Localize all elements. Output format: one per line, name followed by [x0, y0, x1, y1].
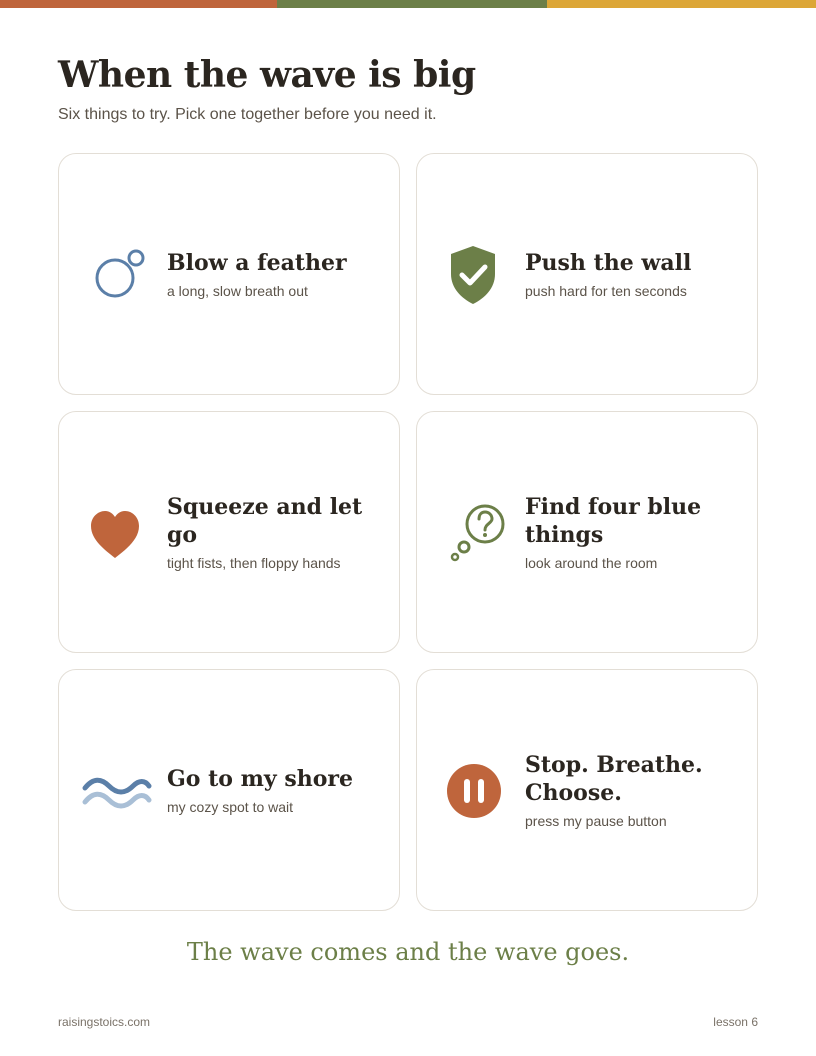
strategy-card-stop-breathe	[416, 669, 758, 911]
footer-lesson: lesson 6	[713, 1015, 758, 1029]
top-color-bar	[0, 0, 816, 8]
card-description: press my pause button	[525, 812, 667, 829]
waves-icon	[81, 760, 157, 822]
card-title: Push the wall	[525, 249, 692, 276]
page-subtitle: Six things to try. Pick one together before you need it.	[58, 106, 437, 123]
footer-site: raisingstoics.com	[58, 1015, 151, 1029]
card-title: Squeeze and let go	[167, 493, 363, 548]
color-bar-segment-olive	[277, 0, 547, 8]
card-title: Find four blue things	[525, 493, 702, 548]
card-description: a long, slow breath out	[167, 282, 308, 299]
color-bar-segment-terracotta	[0, 0, 277, 8]
bubbles-icon	[81, 244, 157, 306]
card-title: Blow a feather	[167, 249, 347, 276]
card-description: push hard for ten seconds	[525, 282, 687, 299]
strategy-card-blow-feather	[58, 153, 400, 395]
card-description: my cozy spot to wait	[167, 798, 294, 815]
color-bar-segment-mustard	[547, 0, 816, 8]
pause-icon	[439, 760, 515, 822]
strategy-card-squeeze	[58, 411, 400, 653]
heart-icon	[81, 502, 157, 564]
card-title: Go to my shore	[167, 765, 353, 792]
thought-question-icon	[439, 502, 515, 564]
page-title: When the wave is big	[58, 54, 476, 96]
shield-check-icon	[439, 244, 515, 306]
strategy-card-shore	[58, 669, 400, 911]
card-description: look around the room	[525, 554, 658, 571]
card-description: tight fists, then floppy hands	[167, 554, 341, 571]
closing-quote: The wave comes and the wave goes.	[186, 938, 630, 966]
card-title: Stop. Breathe. Choose.	[525, 751, 703, 806]
strategy-card-push-wall	[416, 153, 758, 395]
strategy-card-find-blue	[416, 411, 758, 653]
